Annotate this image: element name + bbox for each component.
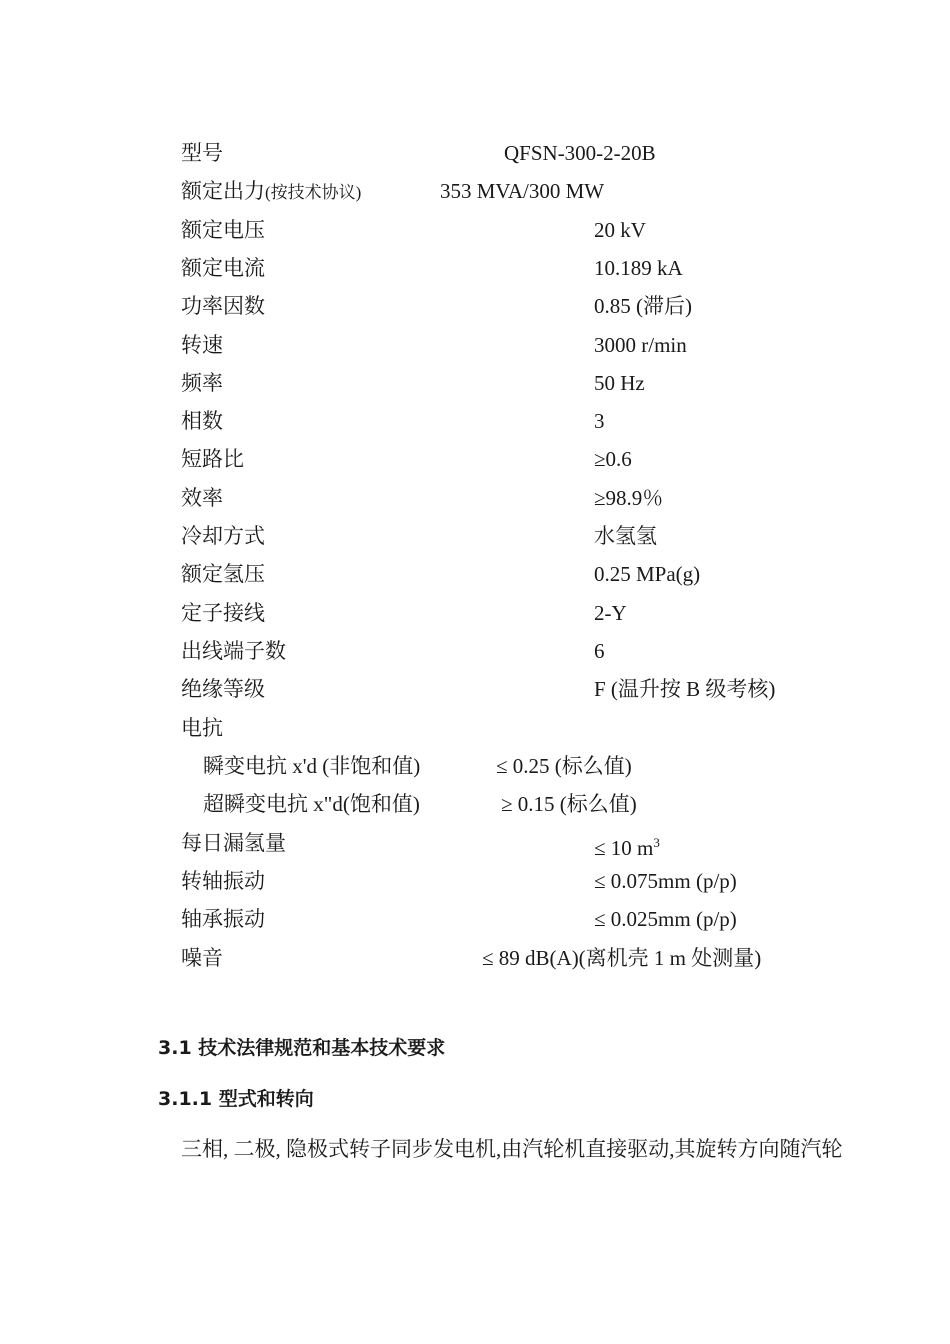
- spec-label-note: (按技术协议): [265, 183, 362, 202]
- spec-label: 型号: [181, 141, 223, 165]
- spec-row-rated-output: [0, 176, 950, 206]
- spec-value: 6: [594, 639, 605, 663]
- spec-row-bearing-vibration: [0, 904, 950, 934]
- spec-row-noise: [0, 943, 950, 973]
- spec-value: ≥ 0.15 (标么值): [501, 792, 637, 816]
- spec-label: 出线端子数: [181, 639, 286, 663]
- spec-value: 0.25 MPa(g): [594, 562, 701, 586]
- spec-value: QFSN-300-2-20B: [504, 141, 656, 165]
- spec-row-cooling: [0, 521, 950, 551]
- spec-value-main: ≤ 10 m: [594, 836, 654, 860]
- spec-value: ≥0.6: [594, 447, 632, 471]
- spec-row-shaft-vibration: [0, 866, 950, 896]
- spec-label: [181, 176, 361, 208]
- spec-row-frequency: [0, 368, 950, 398]
- spec-value: 20 kV: [594, 218, 646, 242]
- spec-label: 频率: [181, 371, 223, 395]
- spec-row-terminals: [0, 636, 950, 666]
- spec-value: 353 MVA/300 MW: [440, 179, 605, 203]
- spec-label: 额定氢压: [181, 562, 265, 586]
- spec-value: F (温升按 B 级考核): [594, 677, 776, 701]
- spec-row-model: [0, 138, 950, 168]
- spec-row-insulation: [0, 674, 950, 704]
- spec-row-hydrogen-leakage: [0, 828, 950, 858]
- spec-row-speed: [0, 330, 950, 360]
- spec-label: 转速: [181, 333, 223, 357]
- superscript: 3: [653, 835, 660, 850]
- spec-label: 额定电流: [181, 256, 265, 280]
- spec-label: 效率: [181, 486, 223, 510]
- spec-label: 定子接线: [181, 601, 265, 625]
- spec-value: ≤ 89 dB(A)(离机壳 1 m 处测量): [482, 946, 762, 970]
- spec-label: 额定电压: [181, 218, 265, 242]
- spec-row-reactance: [0, 713, 950, 743]
- spec-label: 冷却方式: [181, 524, 265, 548]
- spec-value: 10.189 kA: [594, 256, 683, 280]
- spec-label-main: 额定出力: [181, 179, 265, 203]
- spec-label: 噪音: [181, 946, 223, 970]
- spec-value: ≤ 0.075mm (p/p): [594, 869, 737, 893]
- spec-value: 3000 r/min: [594, 333, 687, 357]
- spec-value: [594, 828, 660, 863]
- spec-label: 功率因数: [181, 294, 265, 318]
- spec-row-short-circuit-ratio: [0, 444, 950, 474]
- spec-row-efficiency: [0, 483, 950, 513]
- spec-value: ≤ 0.25 (标么值): [496, 754, 632, 778]
- section-heading: 3.1 技术法律规范和基本技术要求: [158, 1037, 446, 1059]
- spec-row-power-factor: [0, 291, 950, 321]
- spec-row-subtransient-reactance: [0, 789, 950, 819]
- spec-row-transient-reactance: [0, 751, 950, 781]
- subsection-heading: 3.1.1 型式和转向: [158, 1088, 314, 1110]
- spec-value: ≥98.9％: [594, 486, 664, 510]
- spec-value: 50 Hz: [594, 371, 645, 395]
- spec-value: 3: [594, 409, 605, 433]
- spec-label: 短路比: [181, 447, 244, 471]
- spec-row-stator-connection: [0, 598, 950, 628]
- spec-label: 转轴振动: [181, 869, 265, 893]
- spec-label: 超瞬变电抗 x"d(饱和值): [203, 792, 420, 816]
- spec-label: 相数: [181, 409, 223, 433]
- spec-value: 0.85 (滞后): [594, 294, 692, 318]
- spec-label: 电抗: [181, 716, 223, 740]
- spec-row-phases: [0, 406, 950, 436]
- spec-label: 绝缘等级: [181, 677, 265, 701]
- spec-row-hydrogen-pressure: [0, 559, 950, 589]
- spec-label: 轴承振动: [181, 907, 265, 931]
- spec-value: ≤ 0.025mm (p/p): [594, 907, 737, 931]
- spec-row-rated-current: [0, 253, 950, 283]
- spec-label: 每日漏氢量: [181, 831, 286, 855]
- spec-value: 2-Y: [594, 601, 627, 625]
- spec-row-rated-voltage: [0, 215, 950, 245]
- spec-value: 水氢氢: [594, 524, 657, 548]
- spec-label: 瞬变电抗 x'd (非饱和值): [203, 754, 421, 778]
- body-paragraph: 三相, 二极, 隐极式转子同步发电机,由汽轮机直接驱动,其旋转方向随汽轮: [181, 1137, 843, 1161]
